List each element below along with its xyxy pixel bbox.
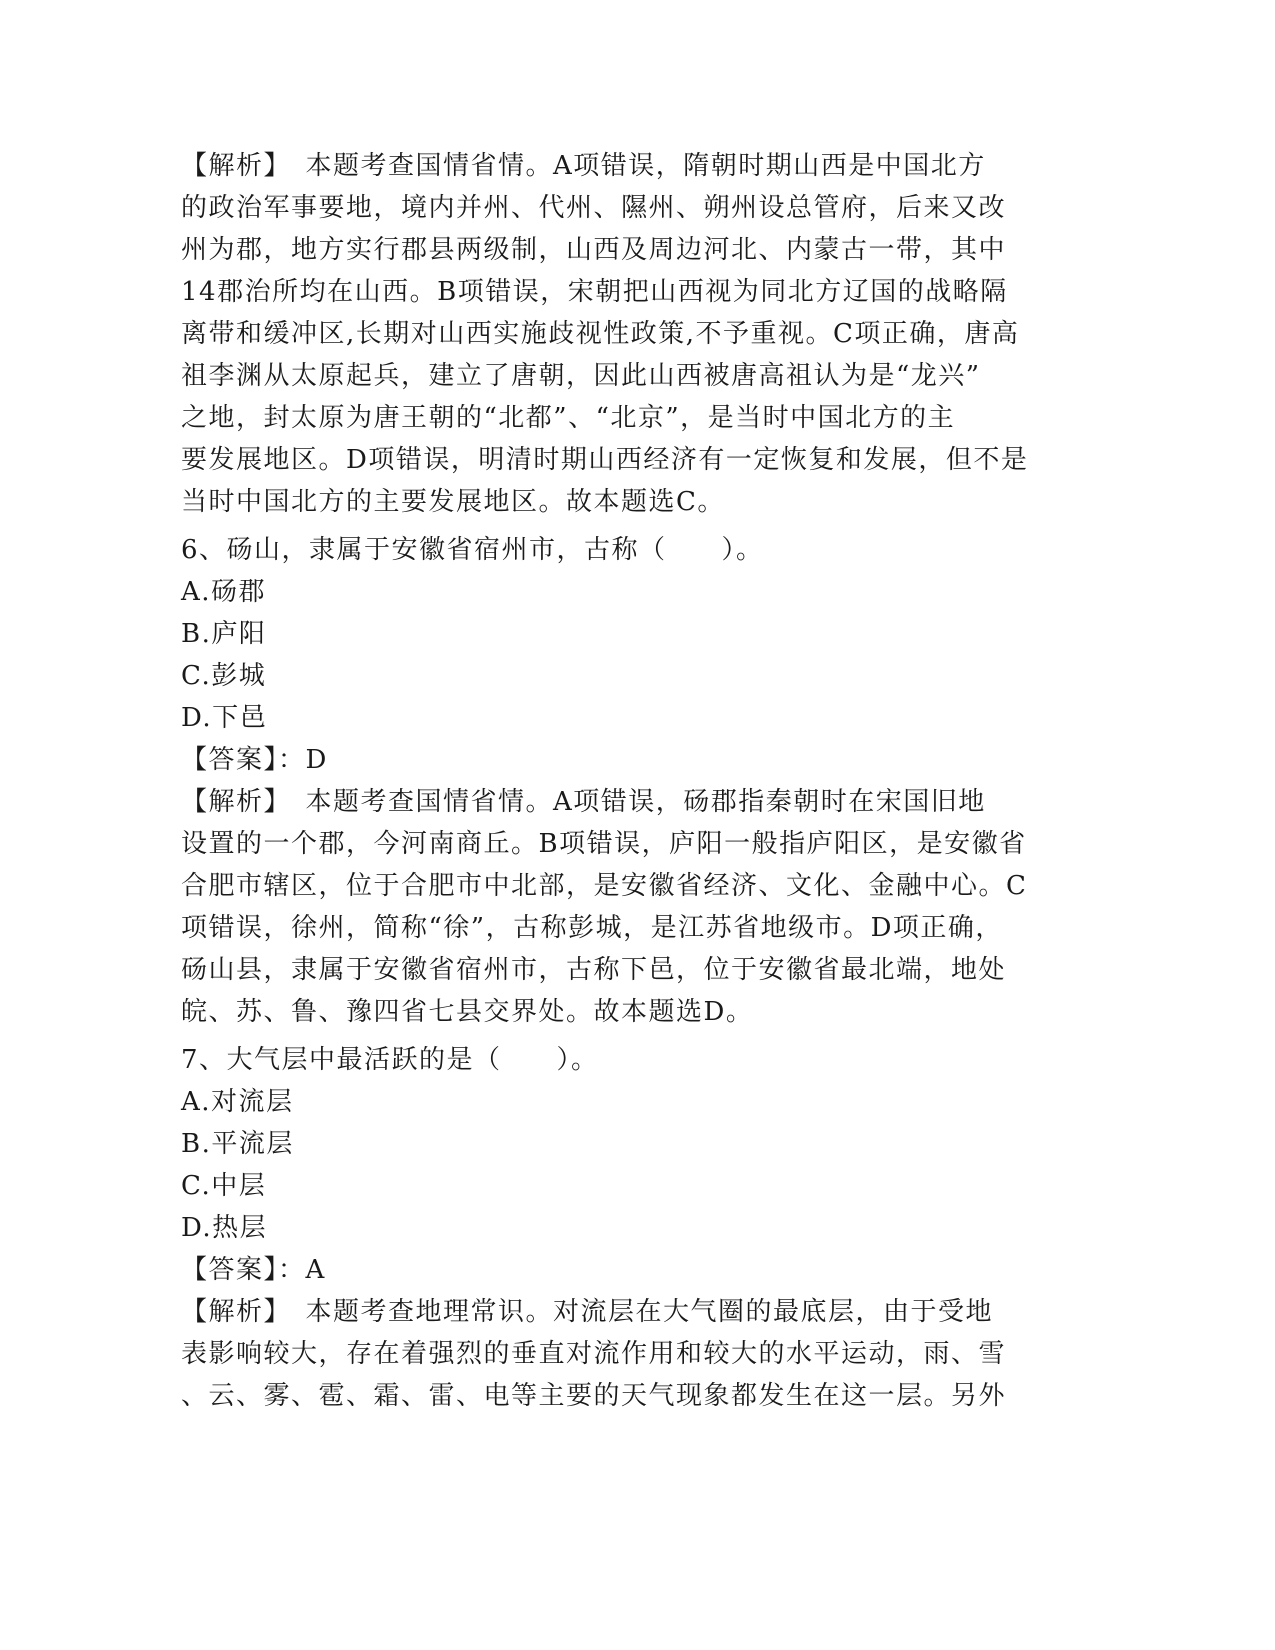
text-line: 【解析】 本题考查国情省情。A项错误，隋朝时期山西是中国北方: [181, 151, 986, 181]
answer-line: 【答案】：A: [181, 1255, 326, 1285]
text-line: 14郡治所均在山西。B项错误，宋朝把山西视为同北方辽国的战略隔: [181, 277, 1008, 307]
question-7: [181, 1039, 1041, 1417]
option-a: A.砀郡: [181, 577, 267, 607]
text-line: 砀山县，隶属于安徽省宿州市，古称下邑，位于安徽省最北端，地处: [181, 955, 1007, 985]
text-line: 皖、苏、鲁、豫四省七县交界处。故本题选D。: [181, 997, 754, 1027]
text-line: 祖李渊从太原起兵，建立了唐朝，因此山西被唐高祖认为是“龙兴”: [181, 361, 981, 391]
text-line: 【解析】 本题考查地理常识。对流层在大气圈的最底层，由于受地: [181, 1297, 994, 1327]
text-line: 表影响较大，存在着强烈的垂直对流作用和较大的水平运动，雨、雪: [181, 1339, 1007, 1369]
option-b: B.庐阳: [181, 619, 267, 649]
text-line: 、云、雾、雹、霜、雷、电等主要的天气现象都发生在这一层。另外: [181, 1381, 1007, 1411]
text-line: 的政治军事要地，境内并州、代州、隰州、朔州设总管府，后来又改: [181, 193, 1007, 223]
question-stem: 6、砀山，隶属于安徽省宿州市，古称（ ）。: [181, 535, 764, 565]
text-line: 州为郡，地方实行郡县两级制，山西及周边河北、内蒙古一带，其中: [181, 235, 1007, 265]
option-c: C.彭城: [181, 661, 267, 691]
question-stem: 7、大气层中最活跃的是（ ）。: [181, 1045, 599, 1075]
option-d: D.下邑: [181, 703, 268, 733]
analysis-q5: [181, 145, 1041, 523]
question-6: [181, 529, 1041, 1033]
text-line: 之地，封太原为唐王朝的“北都”、“北京”，是当时中国北方的主: [181, 403, 956, 433]
option-c: C.中层: [181, 1171, 267, 1201]
text-line: 【解析】 本题考查国情省情。A项错误，砀郡指秦朝时在宋国旧地: [181, 787, 986, 817]
text-line: 设置的一个郡，今河南商丘。B项错误，庐阳一般指庐阳区，是安徽省: [181, 829, 1027, 859]
option-a: A.对流层: [181, 1087, 294, 1117]
text-line: 项错误，徐州，简称“徐”，古称彭城，是江苏省地级市。D项正确，: [181, 913, 1003, 943]
option-d: D.热层: [181, 1213, 268, 1243]
text-line: 离带和缓冲区,长期对山西实施歧视性政策,不予重视。C项正确，唐高: [181, 319, 1020, 349]
text-line: 合肥市辖区，位于合肥市中北部，是安徽省经济、文化、金融中心。C: [181, 871, 1028, 901]
option-b: B.平流层: [181, 1129, 294, 1159]
text-line: 要发展地区。D项错误，明清时期山西经济有一定恢复和发展，但不是: [181, 445, 1029, 475]
text-line: 当时中国北方的主要发展地区。故本题选C。: [181, 487, 725, 517]
document-page: [181, 145, 1041, 1417]
answer-line: 【答案】：D: [181, 745, 328, 775]
